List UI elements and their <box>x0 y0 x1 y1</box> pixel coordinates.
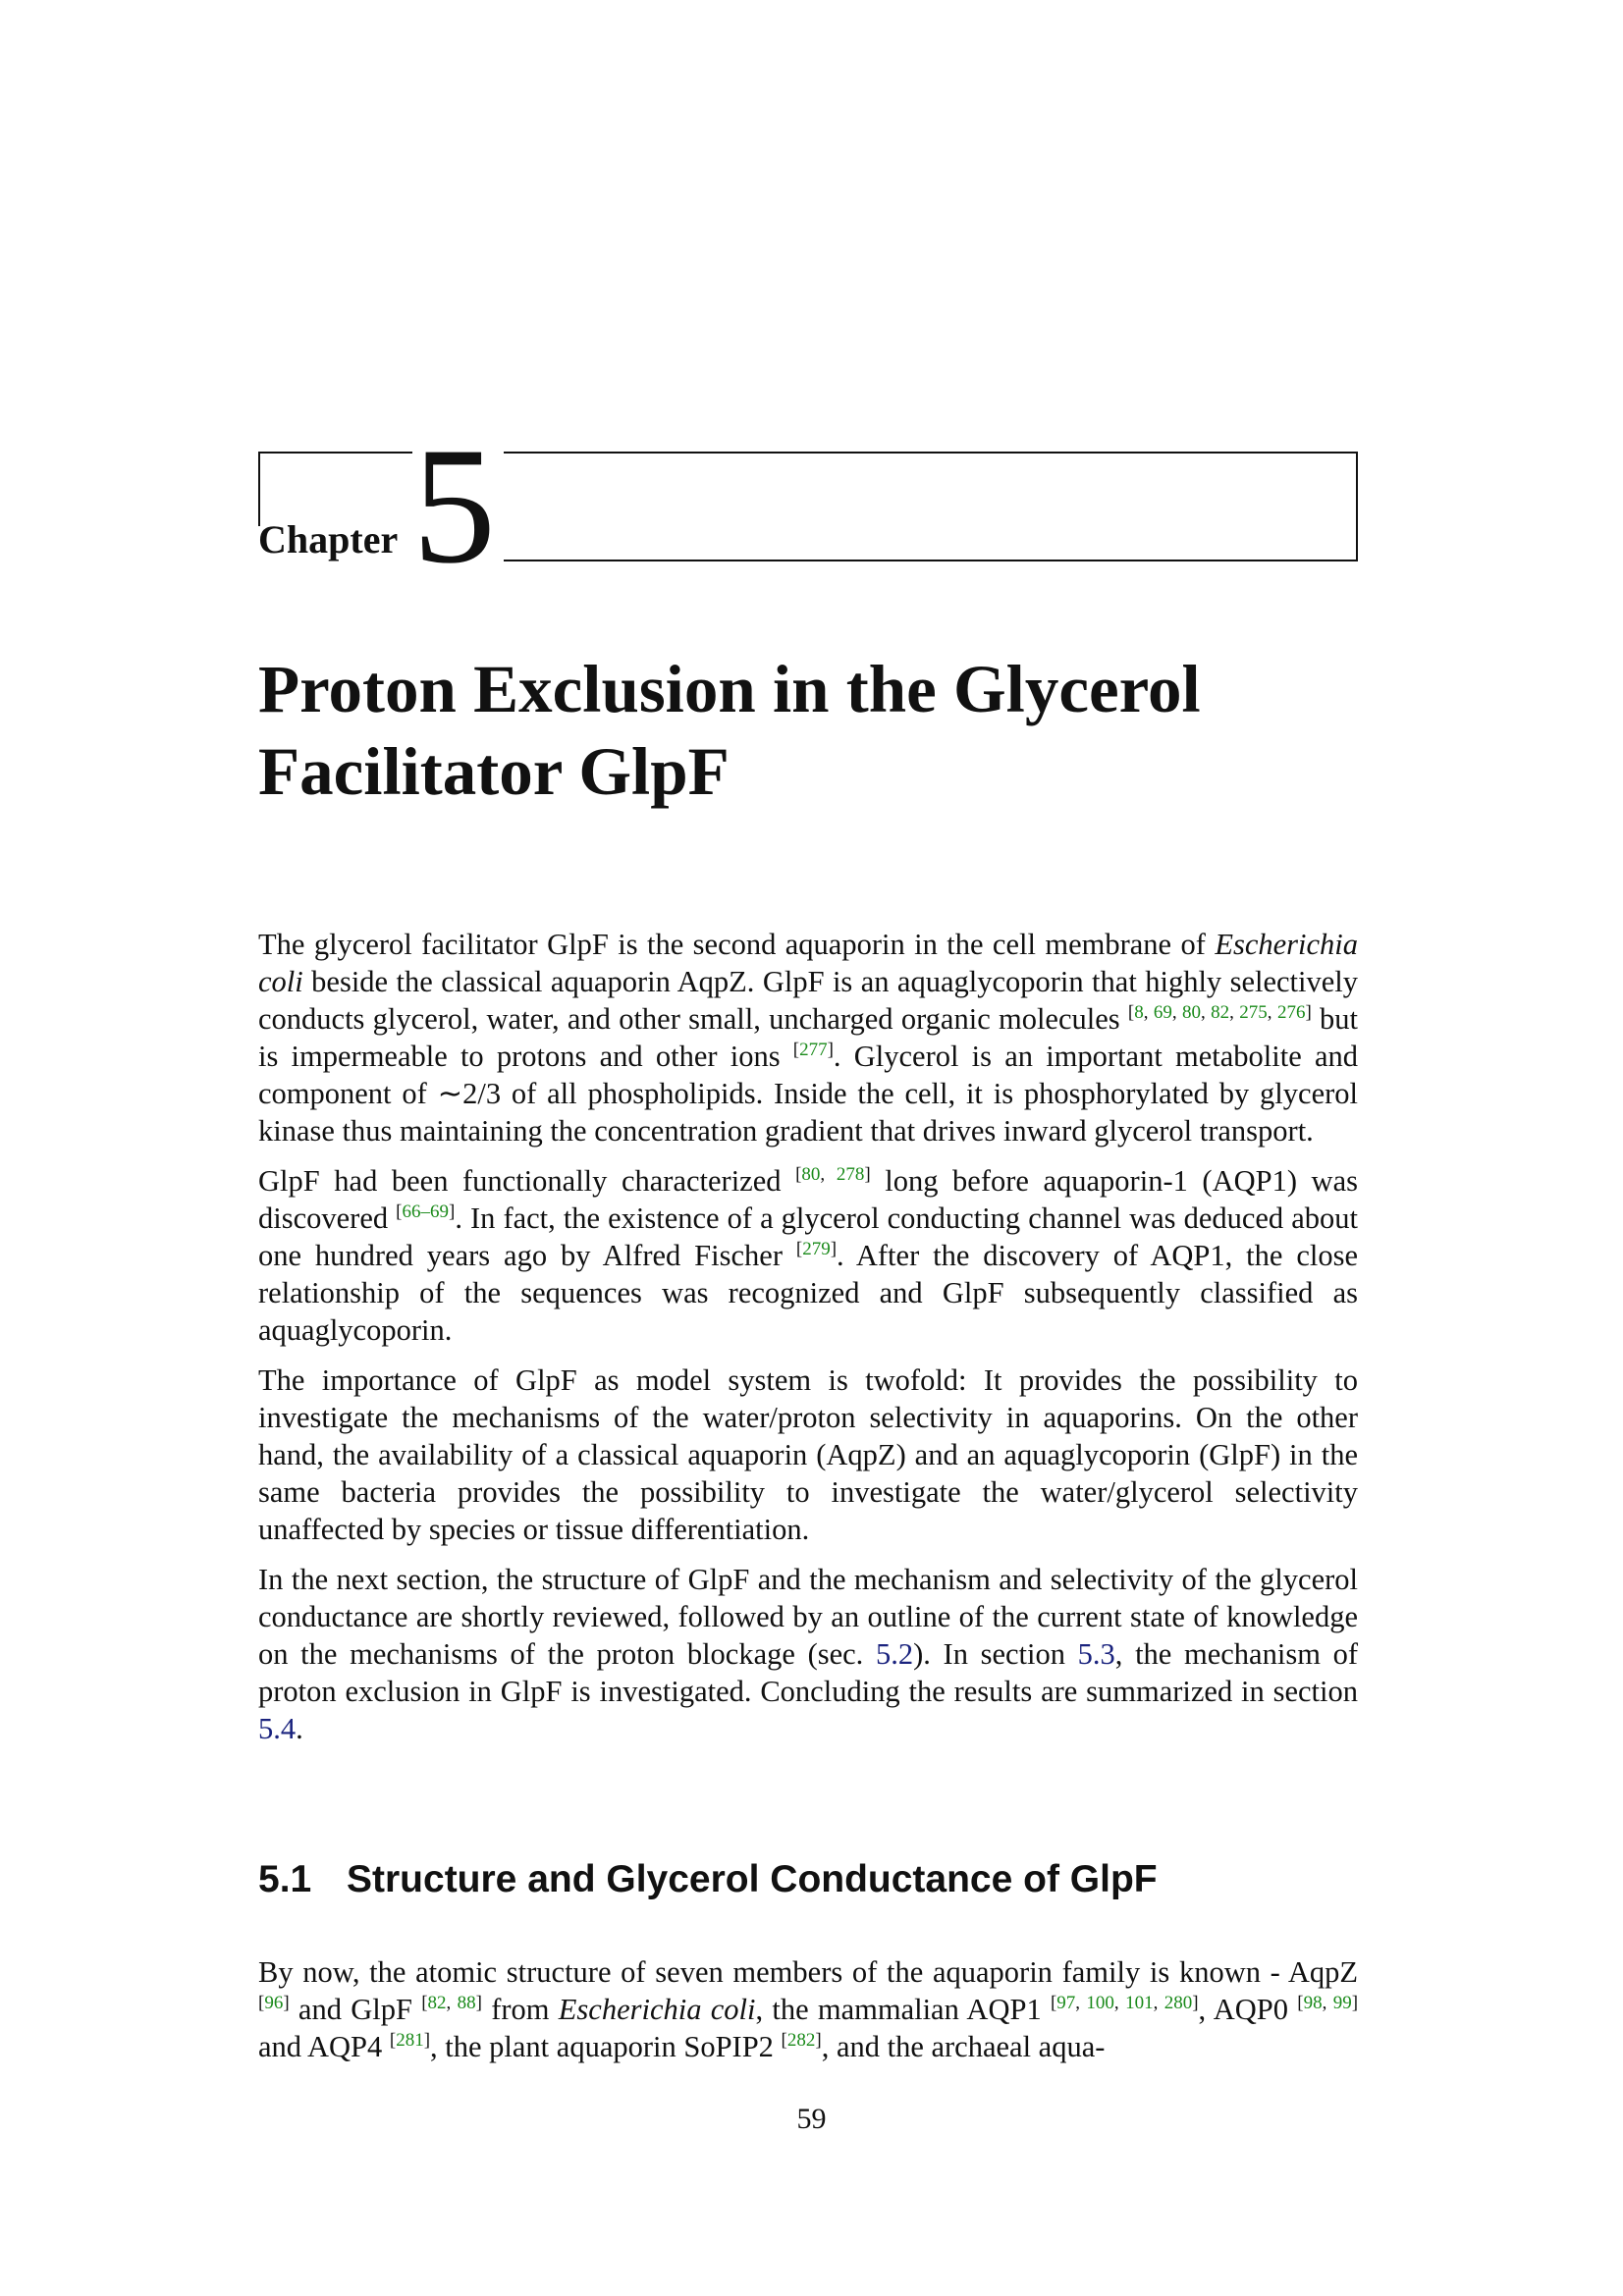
text: , the mechanism of proton exclusion in GlpF is investigated. Concluding the results are summarized in section <box>258 1637 1358 1708</box>
citation-number[interactable]: 80 <box>1182 1002 1202 1023</box>
citation-number[interactable]: 88 <box>457 1993 476 2013</box>
page-number: 59 <box>796 2103 827 2135</box>
text: GlpF had been functionally characterized <box>258 1164 796 1198</box>
text: . After the discovery of AQP1, the close relationship of the sequences was recognized and GlpF subsequently classified as aquaglycoporin. <box>258 1239 1358 1347</box>
citation-number[interactable]: 279 <box>802 1239 831 1259</box>
citation-number[interactable]: 99 <box>1332 1993 1352 2013</box>
text: long before aquaporin-1 (AQP1) was discovered <box>258 1164 1358 1235</box>
citation[interactable]: [82, 88] <box>421 1993 482 2013</box>
section-heading <box>258 1858 1158 1901</box>
section-title: Structure and Glycerol Conductance of GlpF <box>347 1858 1158 1900</box>
citation[interactable]: [96] <box>258 1993 290 2013</box>
chapter-title <box>258 648 1387 813</box>
intro-body <box>258 926 1358 1747</box>
italic-text: Escherichia coli <box>558 1993 756 2026</box>
text: In the next section, the structure of GlpF and the mechanism and selectivity of the glycerol conductance are shortly reviewed, followed by an outline of the current state of knowledge on the mechanisms of the proton blockage (sec. <box>258 1563 1358 1671</box>
paragraph: The importance of GlpF as model system is twofold: It provides the possibility to investigate the mechanisms of the water/proton selectivity in aquaporins. On the other hand, the availability of a classical aquaporin (AqpZ) and an aquaglycoporin (GlpF) in the same bacteria provides the possibility to investigate the water/glycerol selectivity unaffected by species or tissue differentiation. <box>258 1363 1358 1546</box>
text: ). In section <box>913 1637 1078 1671</box>
citation-number[interactable]: 8 <box>1134 1002 1144 1023</box>
paragraph <box>258 926 1358 1149</box>
chapter-frame-line <box>258 452 412 454</box>
text: . Glycerol is an important metabolite and component of ∼2/3 of all phospholipids. Inside the cell, it is phosphorylated by glycerol kinase thus maintaining the concentration gradient that drives inward glycerol transport. <box>258 1040 1358 1148</box>
section-ref-link[interactable]: 5.4 <box>258 1712 297 1745</box>
chapter-frame-line <box>1356 452 1358 560</box>
section-body <box>258 1953 1358 2065</box>
citation-number[interactable]: 82 <box>427 1993 447 2013</box>
section-number: 5.1 <box>258 1858 312 1900</box>
text: . <box>296 1712 303 1745</box>
citation[interactable]: [277] <box>792 1040 834 1060</box>
citation[interactable]: [282] <box>781 2030 822 2051</box>
citation-number[interactable]: 278 <box>836 1164 865 1185</box>
citation[interactable]: [80, 278] <box>795 1164 871 1185</box>
chapter-frame-line <box>504 560 1358 561</box>
text: , the mammalian AQP1 <box>755 1993 1051 2026</box>
citation-number[interactable]: 281 <box>396 2030 424 2051</box>
citation-number[interactable]: 66–69 <box>402 1201 449 1222</box>
citation[interactable]: [279] <box>795 1239 838 1259</box>
citation-number[interactable]: 282 <box>786 2030 816 2051</box>
text: , the plant aquaporin SoPIP2 <box>430 2030 782 2063</box>
chapter-title-line: Proton Exclusion in the Glycerol <box>258 652 1201 726</box>
paragraph <box>258 1953 1358 2065</box>
citation-number[interactable]: 276 <box>1276 1002 1306 1023</box>
citation-number[interactable]: 277 <box>799 1040 828 1060</box>
citation[interactable]: [97, 100, 101, 280] <box>1050 1993 1199 2013</box>
chapter-label: Chapter <box>258 517 399 561</box>
italic-text: Escherichia coli <box>258 928 1358 998</box>
citation[interactable]: [66–69] <box>396 1201 456 1222</box>
chapter-frame-line <box>504 452 1356 454</box>
citation-number[interactable]: 97 <box>1056 1993 1076 2013</box>
text: , and the archaeal aqua- <box>821 2030 1106 2063</box>
text: and GlpF <box>289 1993 422 2026</box>
citation-number[interactable]: 100 <box>1086 1993 1114 2013</box>
citation-number[interactable]: 82 <box>1211 1002 1230 1023</box>
citation[interactable]: [98, 99] <box>1297 1993 1359 2013</box>
text: but is impermeable to protons and other ions <box>258 1002 1359 1073</box>
text: By now, the atomic structure of seven members of the aquaporin family is known - AqpZ <box>258 1955 1358 1989</box>
citation-number[interactable]: 101 <box>1125 1993 1154 2013</box>
text: . In fact, the existence of a glycerol conducting channel was deduced about one hundred years ago by Alfred Fischer <box>258 1201 1358 1272</box>
text: and AQP4 <box>258 2030 390 2063</box>
chapter-title-line: Facilitator GlpF <box>258 734 730 809</box>
citation-number[interactable]: 69 <box>1153 1002 1172 1023</box>
citation-number[interactable]: 98 <box>1303 1993 1323 2013</box>
citation[interactable]: [8, 69, 80, 82, 275, 276] <box>1127 1002 1312 1023</box>
text: from <box>481 1993 559 2026</box>
paragraph <box>258 1561 1358 1747</box>
chapter-number: 5 <box>412 413 496 598</box>
citation-number[interactable]: 96 <box>264 1993 284 2013</box>
text: beside the classical aquaporin AqpZ. GlpF is an aquaglycoporin that highly selectively conducts glycerol, water, and other small, uncharged organic molecules <box>258 965 1358 1036</box>
citation-number[interactable]: 80 <box>801 1164 821 1185</box>
citation[interactable]: [281] <box>389 2030 431 2051</box>
citation-number[interactable]: 275 <box>1239 1002 1268 1023</box>
text: The glycerol facilitator GlpF is the second aquaporin in the cell membrane of <box>258 928 1216 961</box>
text: , AQP0 <box>1198 1993 1298 2026</box>
section-ref-link[interactable]: 5.2 <box>875 1637 914 1671</box>
section-ref-link[interactable]: 5.3 <box>1077 1637 1115 1671</box>
chapter-frame-line <box>258 452 260 526</box>
paragraph <box>258 1162 1358 1349</box>
citation-number[interactable]: 280 <box>1163 1993 1193 2013</box>
